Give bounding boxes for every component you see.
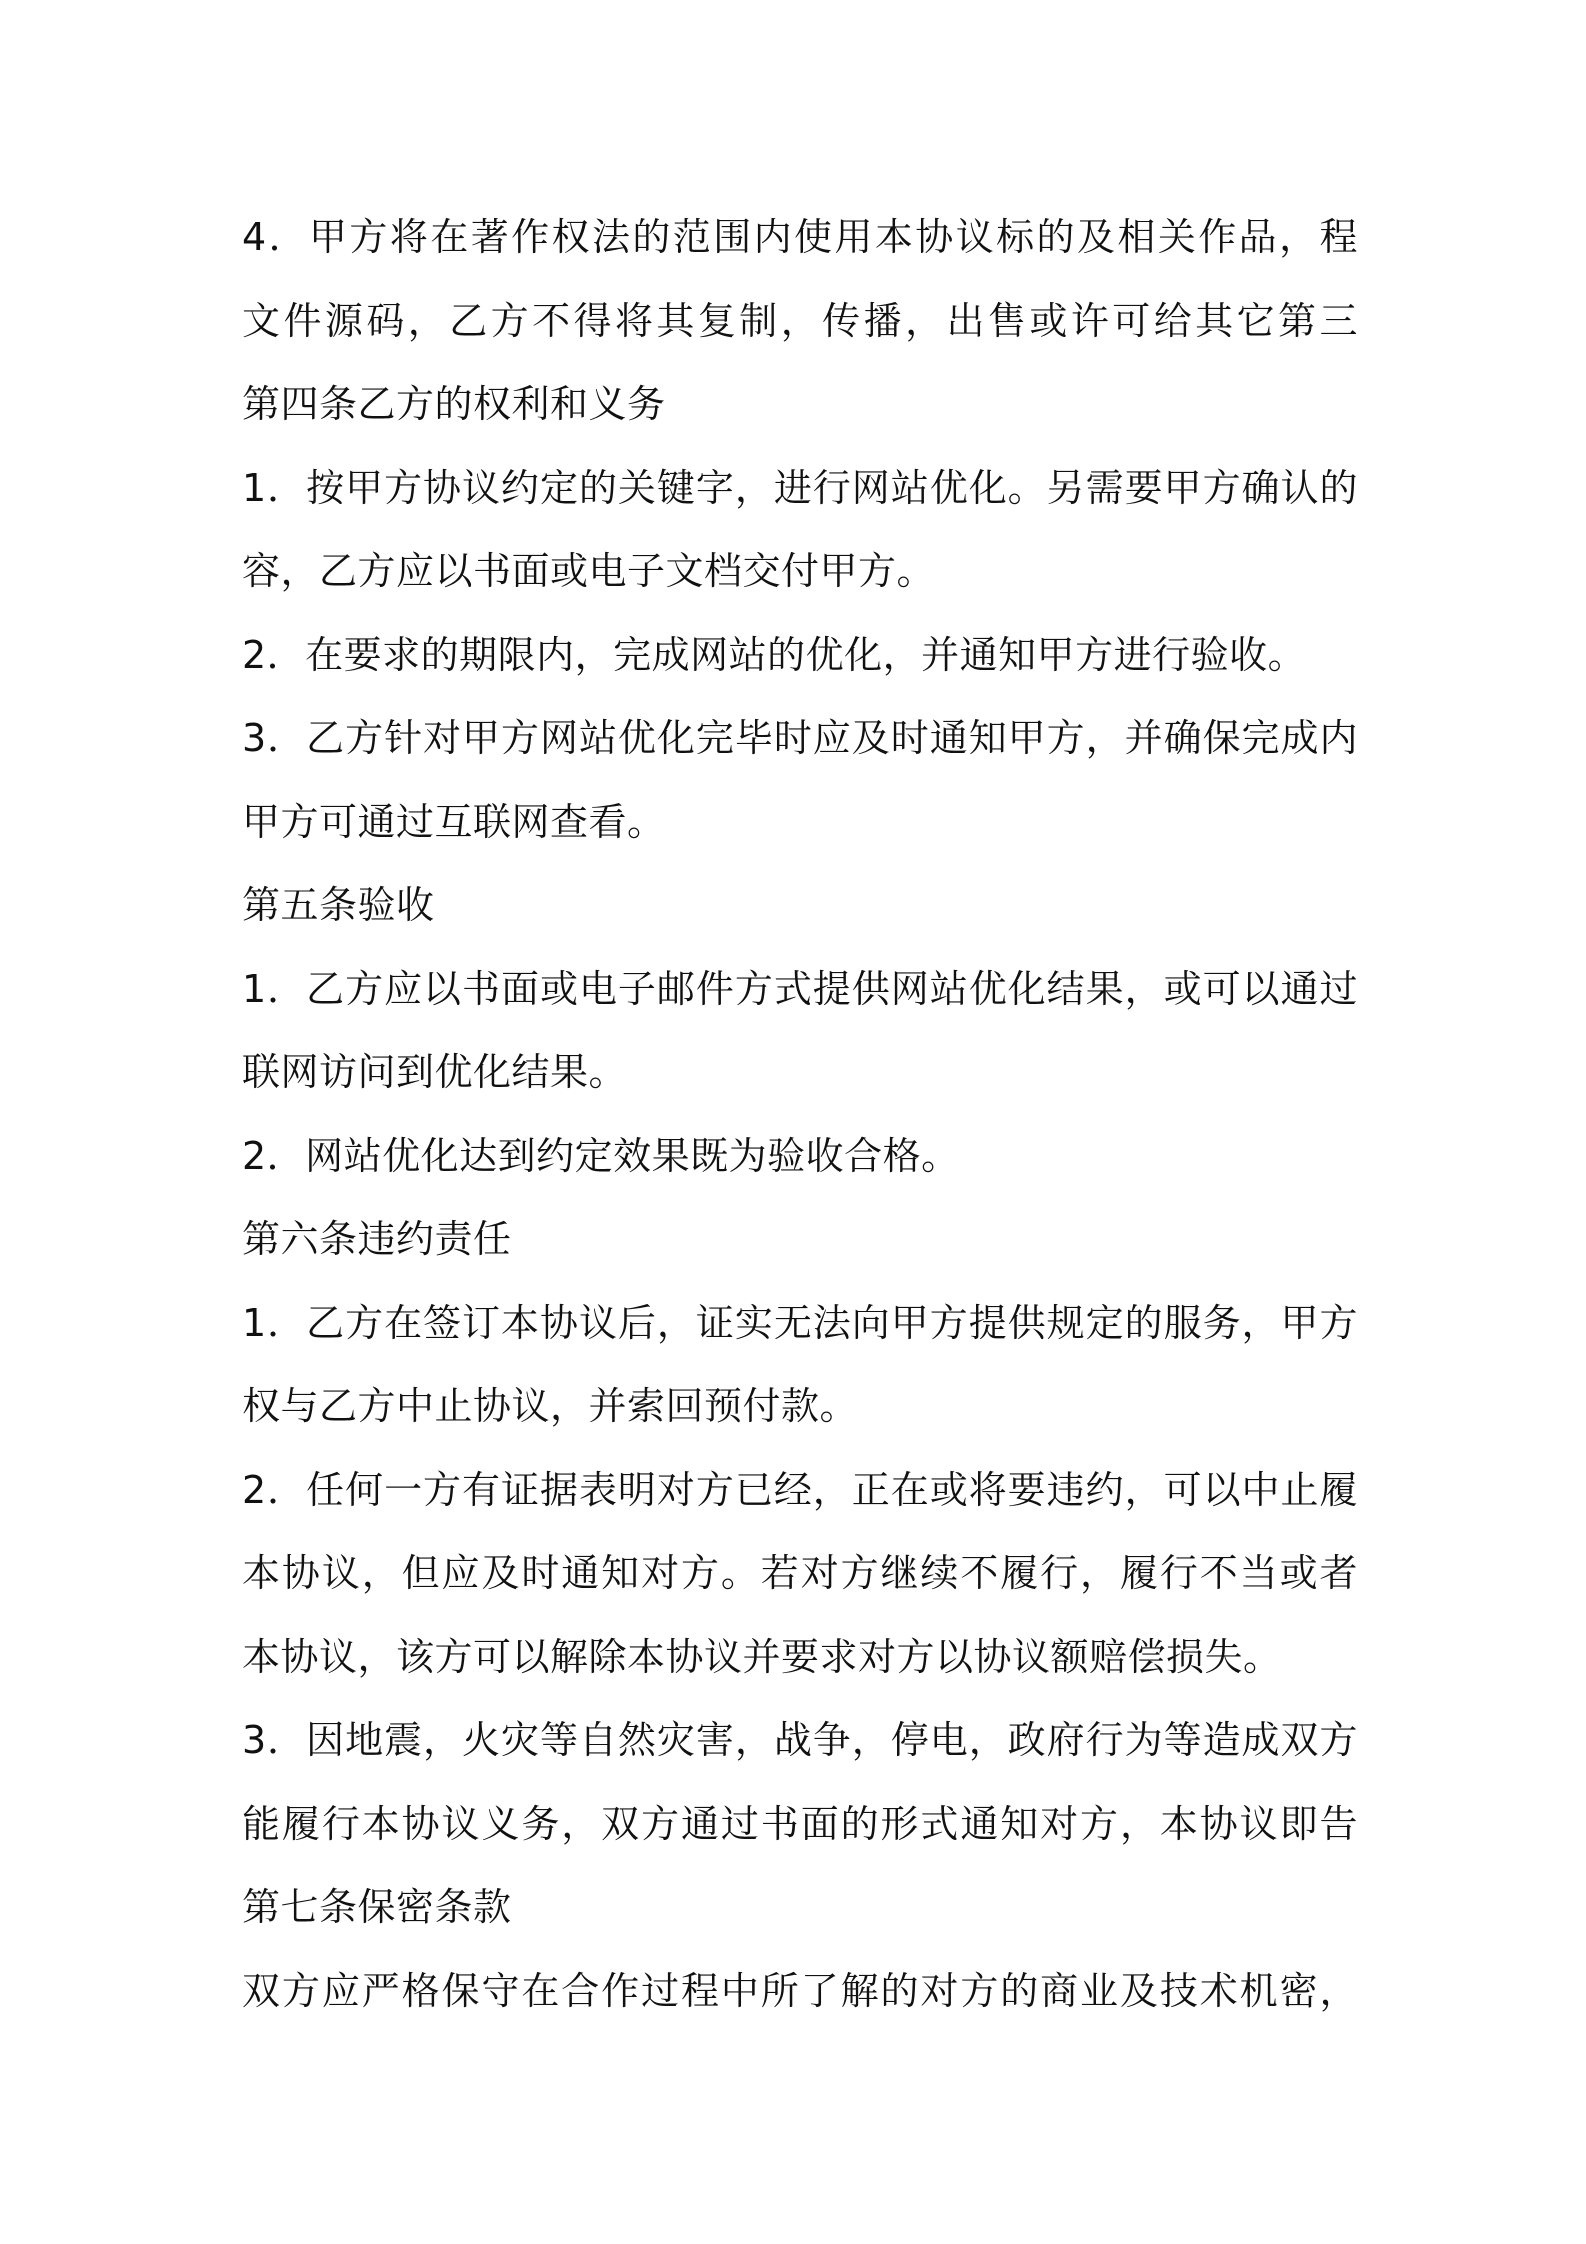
text-line: 2．在要求的期限内，完成网站的优化，并通知甲方进行验收。 <box>242 632 1307 677</box>
text-line: 1．乙方应以书面或电子邮件方式提供网站优化结果，或可以通过 <box>242 966 1358 1011</box>
text-line: 联网访问到优化结果。 <box>242 1050 628 1094</box>
text-line: 2．网站优化达到约定效果既为验收合格。 <box>242 1133 960 1178</box>
text-line: 甲方可通过互联网查看。 <box>242 799 666 844</box>
text-line: 本协议，该方可以解除本协议并要求对方以协议额赔偿损失。 <box>242 1634 1282 1679</box>
text-line: 4．甲方将在著作权法的范围内使用本协议标的及相关作品，程 <box>242 215 1358 259</box>
text-line: 1．按甲方协议约定的关键字，进行网站优化。另需要甲方确认的 <box>242 465 1358 510</box>
text-line: 第五条验收 <box>242 883 435 927</box>
text-line: 1．乙方在签订本协议后，证实无法向甲方提供规定的服务，甲方 <box>242 1300 1358 1345</box>
text-line: 本协议，但应及时通知对方。若对方继续不履行，履行不当或者 <box>242 1551 1358 1595</box>
text-line: 第四条乙方的权利和义务 <box>242 382 666 426</box>
text-line: 能履行本协议义务，双方通过书面的形式通知对方，本协议即告 <box>242 1801 1358 1846</box>
text-line: 2．任何一方有证据表明对方已经，正在或将要违约，可以中止履 <box>242 1467 1358 1512</box>
text-line: 权与乙方中止协议，并索回预付款。 <box>242 1384 859 1428</box>
text-line: 第七条保密条款 <box>242 1885 512 1929</box>
text-line: 第六条违约责任 <box>242 1217 512 1261</box>
document-body <box>242 196 1358 2033</box>
text-line: 文件源码，乙方不得将其复制，传播，出售或许可给其它第三 <box>242 298 1358 343</box>
text-line: 容，乙方应以书面或电子文档交付甲方。 <box>242 549 936 593</box>
text-line: 3．乙方针对甲方网站优化完毕时应及时通知甲方，并确保完成内 <box>242 716 1358 760</box>
text-line: 双方应严格保守在合作过程中所了解的对方的商业及技术机密， <box>242 1968 1358 2013</box>
text-line: 3．因地震，火灾等自然灾害，战争，停电，政府行为等造成双方 <box>242 1718 1358 1762</box>
